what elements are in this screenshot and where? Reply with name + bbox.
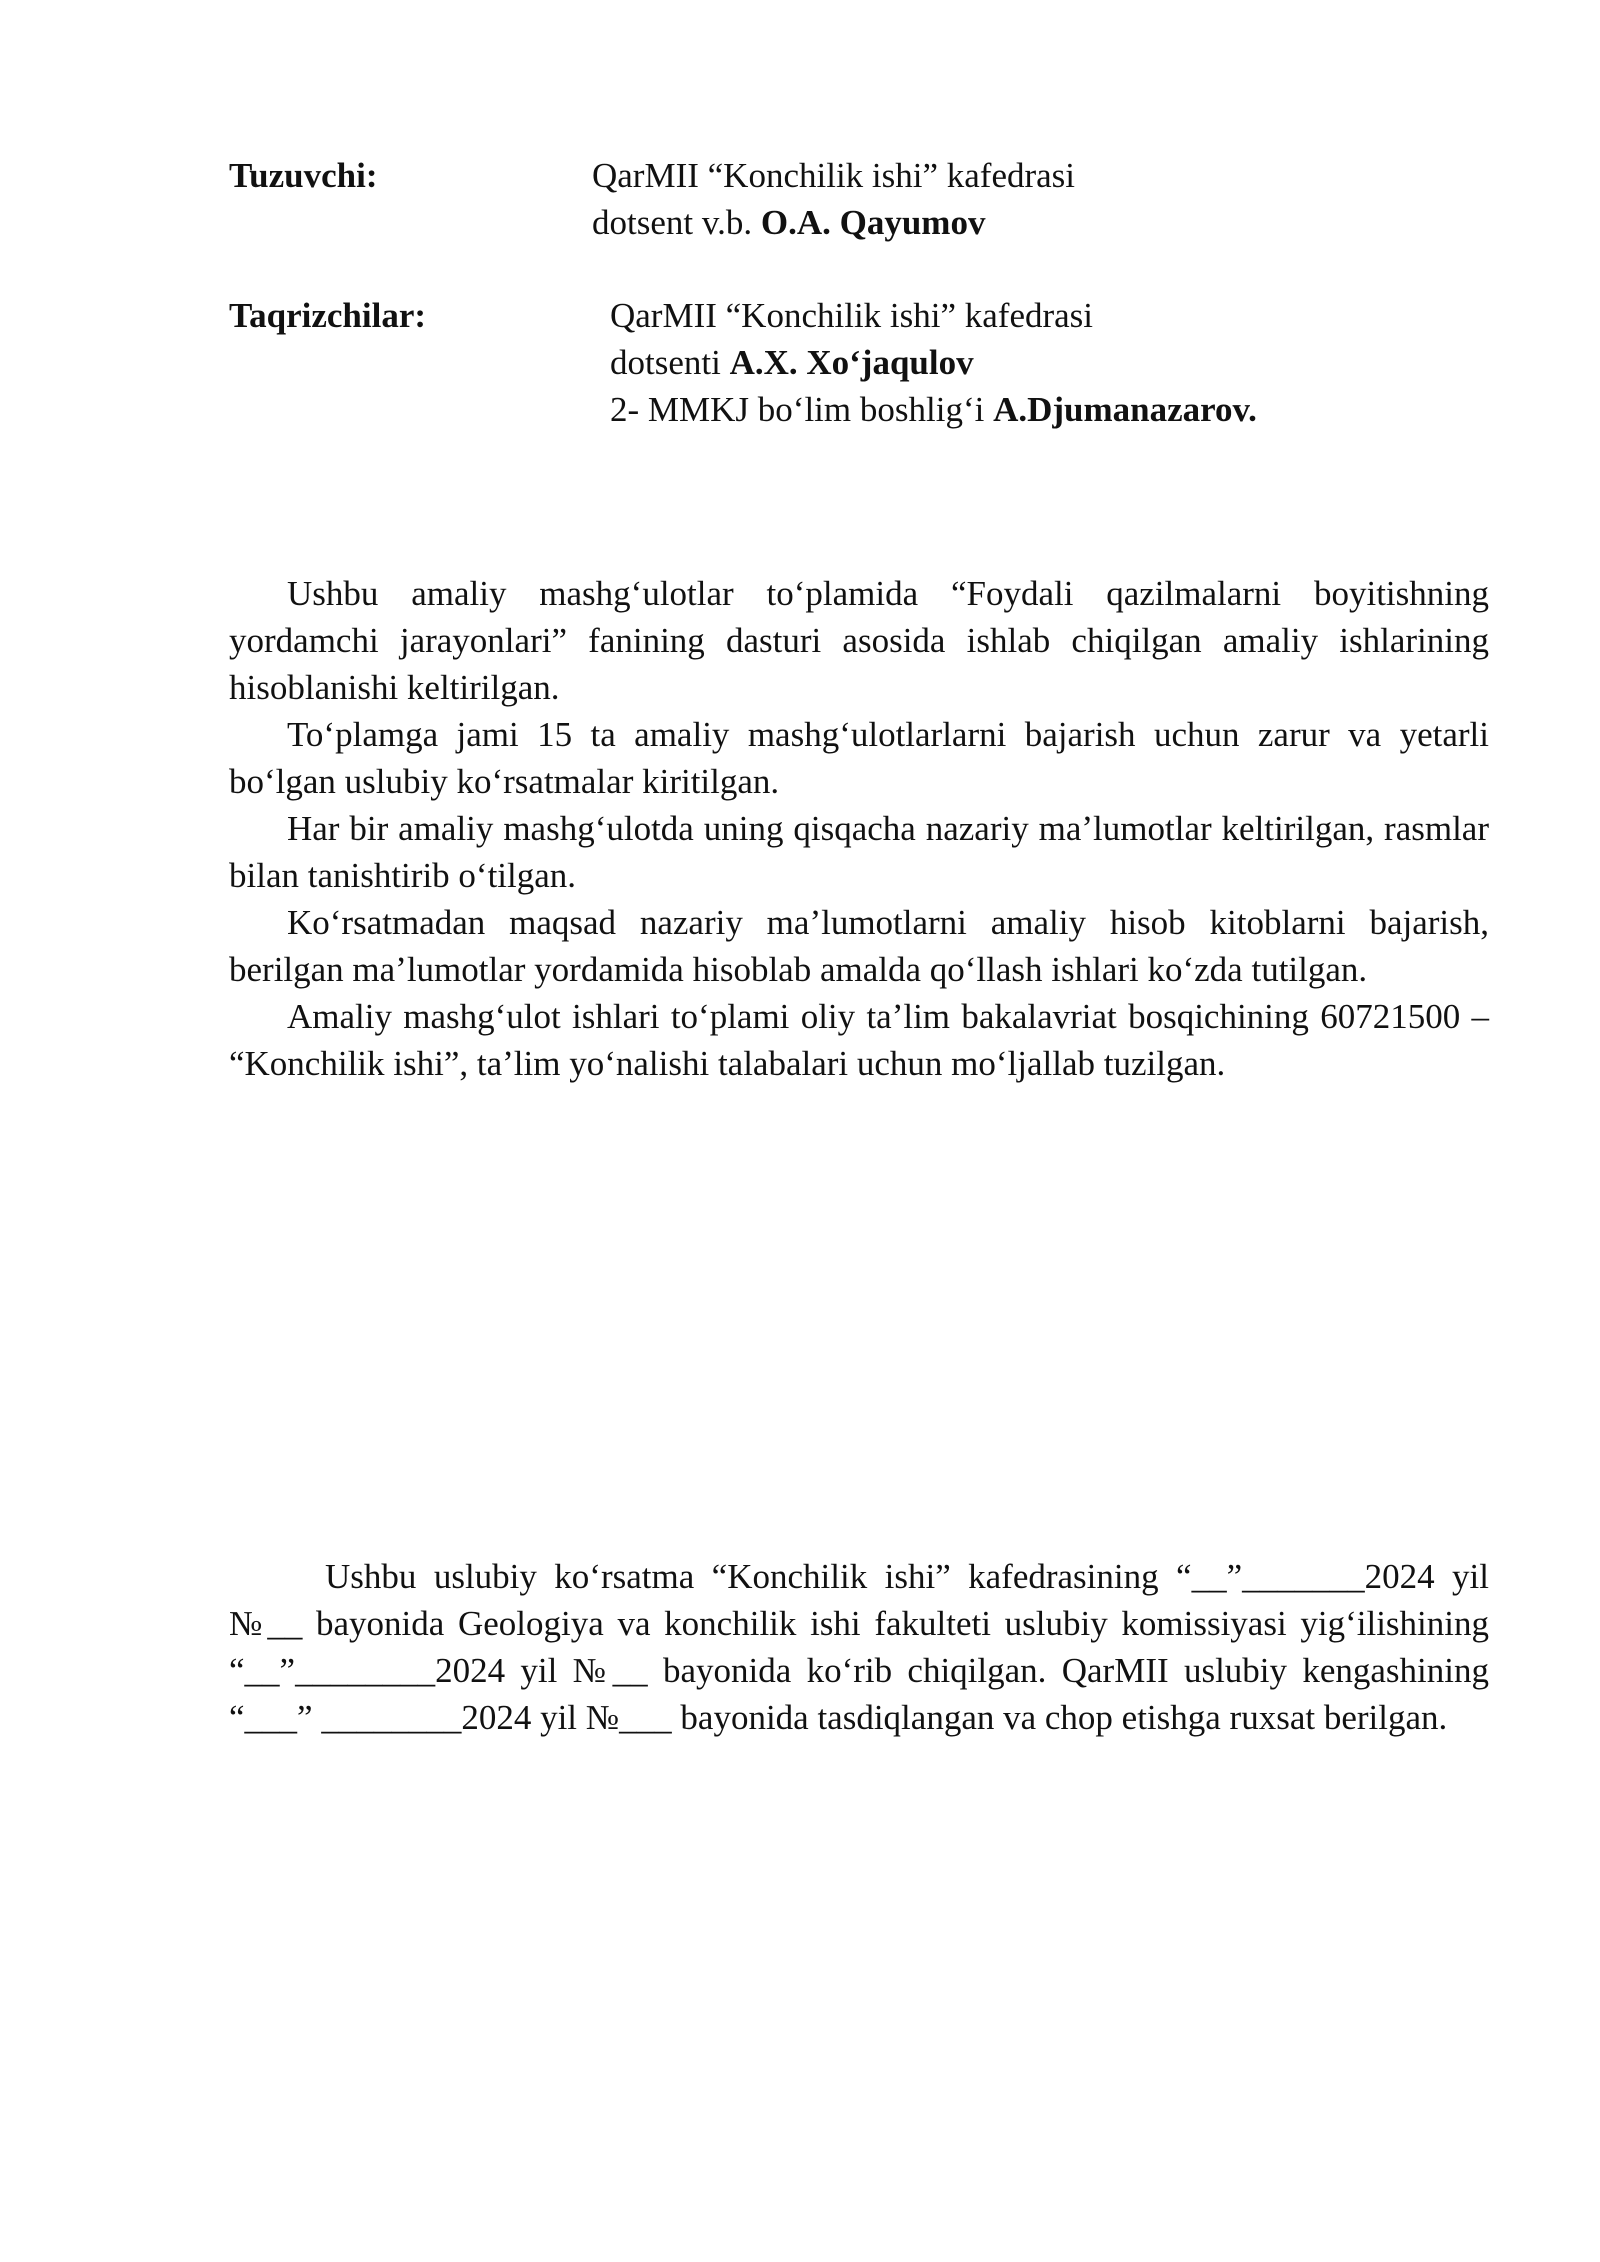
- author-label: Tuzuvchi:: [229, 156, 378, 195]
- reviewer-1-title: dotsenti: [610, 343, 730, 382]
- reviewers-block: [229, 292, 1489, 437]
- annotation-paragraph: Har bir amaliy mashgʻulotda uning qisqacha nazariy maʼlumotlar keltirilgan, rasmlar bilan tanishtirib oʻtilgan.: [229, 809, 1489, 895]
- author-title: dotsent v.b.: [592, 203, 761, 242]
- author-details: [592, 152, 1075, 246]
- reviewers-details: [610, 292, 1257, 433]
- reviewer-2-name: A.Djumanazarov.: [993, 390, 1257, 429]
- annotation-paragraph: Ushbu amaliy mashgʻulotlar toʻplamida “Foydali qazilmalarni boyitishning yordamchi jarayonlari” fanining dasturi asosida ishlab chiqilgan amaliy ishlarining hisoblanishi keltirilgan.: [229, 574, 1489, 707]
- author-affiliation: QarMII “Konchilik ishi” kafedrasi: [592, 156, 1076, 195]
- annotation-paragraph: Amaliy mashgʻulot ishlari toʻplami oliy taʼlim bakalavriat bosqichining 60721500 – “Konchilik ishi”, taʼlim yoʻnalishi talabalari uchun moʻljallab tuzilgan.: [229, 997, 1489, 1083]
- approval-note: [229, 1553, 1489, 1741]
- author-block: [229, 152, 1489, 252]
- reviewers-label: Taqrizchilar:: [229, 296, 427, 335]
- reviewer-affiliation: QarMII “Konchilik ishi” kafedrasi: [610, 296, 1094, 335]
- author-position-line: [592, 199, 1075, 246]
- annotation-paragraph: Toʻplamga jami 15 ta amaliy mashgʻulotlarlarni bajarish uchun zarur va yetarli boʻlgan uslubiy koʻrsatmalar kiritilgan.: [229, 715, 1489, 801]
- reviewer-1-line: [610, 339, 1257, 386]
- reviewer-2-line: [610, 386, 1257, 433]
- author-name: O.A. Qayumov: [760, 203, 986, 242]
- reviewer-1-name: A.X. Xoʻjaqulov: [729, 343, 974, 382]
- annotation-text: [229, 570, 1489, 1087]
- annotation-paragraph: Koʻrsatmadan maqsad nazariy maʼlumotlarni amaliy hisob kitoblarni bajarish, berilgan maʼlumotlar yordamida hisoblab amalda qoʻllash ishlari koʻzda tutilgan.: [229, 903, 1489, 989]
- approval-paragraph: Ushbu uslubiy koʻrsatma “Konchilik ishi” kafedrasining “__”_______2024 yil №__ bayonida Geologiya va konchilik ishi fakulteti uslubiy komissiyasi yigʻilishining “__”________2024 yil №__ bayonida koʻrib chiqilgan. QarMII uslubiy kengashining “___” ________2024 yil №___ bayonida tasdiqlangan va chop etishga ruxsat berilgan.: [229, 1557, 1489, 1737]
- reviewer-2-title: 2- MMKJ boʻlim boshligʻi: [610, 390, 994, 429]
